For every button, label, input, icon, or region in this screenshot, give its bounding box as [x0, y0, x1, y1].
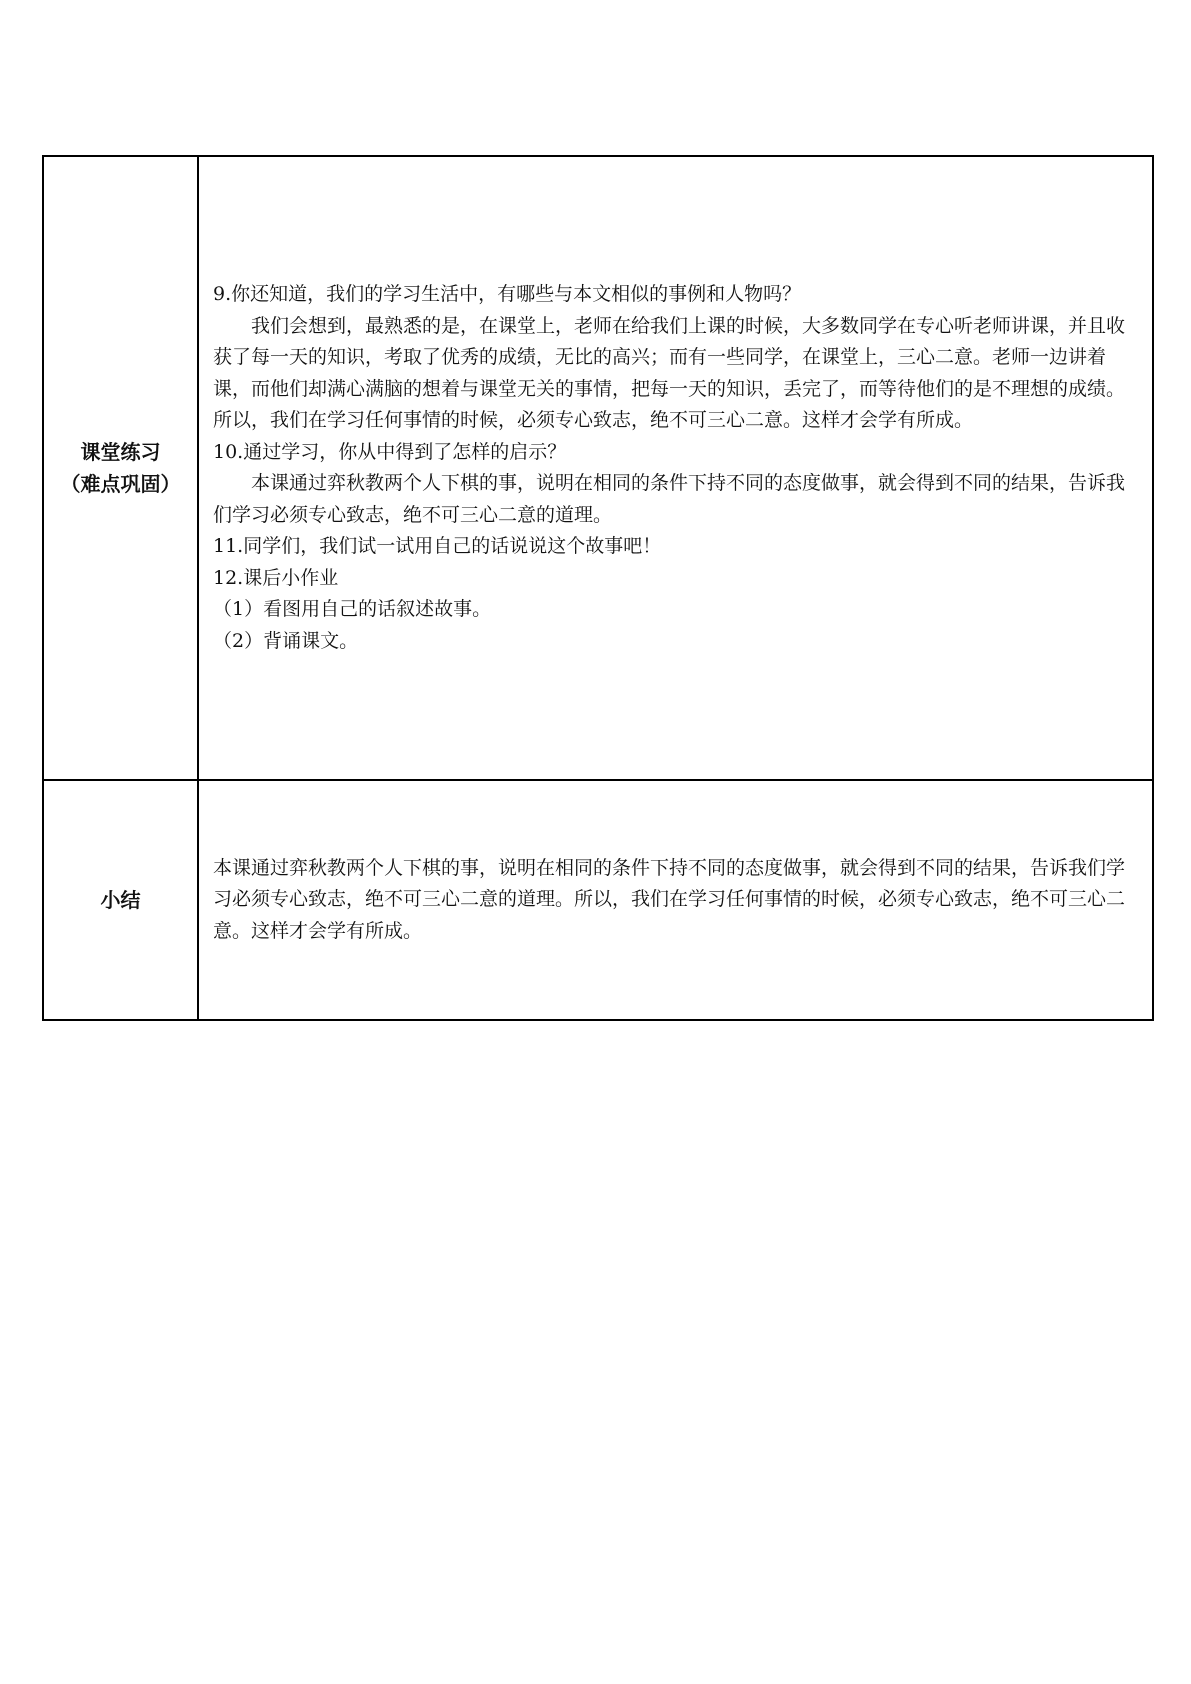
- lesson-plan-table: [42, 155, 1154, 1021]
- question-12: 12.课后小作业: [213, 566, 339, 589]
- summary-content-cell: [198, 780, 1153, 1020]
- practice-label: 课堂练习: [80, 440, 161, 464]
- summary-row: [43, 780, 1153, 1020]
- question-10: 10.通过学习，你从中得到了怎样的启示？: [213, 440, 567, 463]
- summary-label: 小结: [100, 888, 141, 912]
- summary-text: 本课通过弈秋教两个人下棋的事，说明在相同的条件下持不同的态度做事，就会得到不同的结果，告诉我们学习必须专心致志，绝不可三心二意的道理。所以，我们在学习任何事情的时候，必须专心致志，绝不可三心二意。这样才会学有所成。: [213, 856, 1126, 942]
- answer-10: 本课通过弈秋教两个人下棋的事，说明在相同的条件下持不同的态度做事，就会得到不同的结果，告诉我们学习必须专心致志，绝不可三心二意的道理。: [213, 472, 1126, 526]
- summary-label-cell: [43, 780, 198, 1020]
- answer-9: 我们会想到，最熟悉的是，在课堂上，老师在给我们上课的时候，大多数同学在专心听老师讲课，并且收获了每一天的知识，考取了优秀的成绩，无比的高兴；而有一些同学，在课堂上，三心二意。老师一边讲着课，而他们却满心满脑的想着与课堂无关的事情，把每一天的知识，丢完了，而等待他们的是不理想的成绩。所以，我们在学习任何事情的时候，必须专心致志，绝不可三心二意。这样才会学有所成。: [213, 314, 1126, 431]
- question-11: 11.同学们，我们试一试用自己的话说说这个故事吧！: [213, 535, 662, 557]
- question-9: 9.你还知道，我们的学习生活中，有哪些与本文相似的事例和人物吗？: [213, 283, 802, 305]
- homework-item-1: （1）看图用自己的话叙述故事。: [213, 598, 492, 620]
- homework-item-2: （2）背诵课文。: [213, 629, 359, 652]
- practice-label-cell: [43, 156, 198, 780]
- practice-row: [43, 156, 1153, 780]
- practice-content-cell: [198, 156, 1153, 780]
- practice-sublabel: （难点巩固）: [60, 472, 181, 496]
